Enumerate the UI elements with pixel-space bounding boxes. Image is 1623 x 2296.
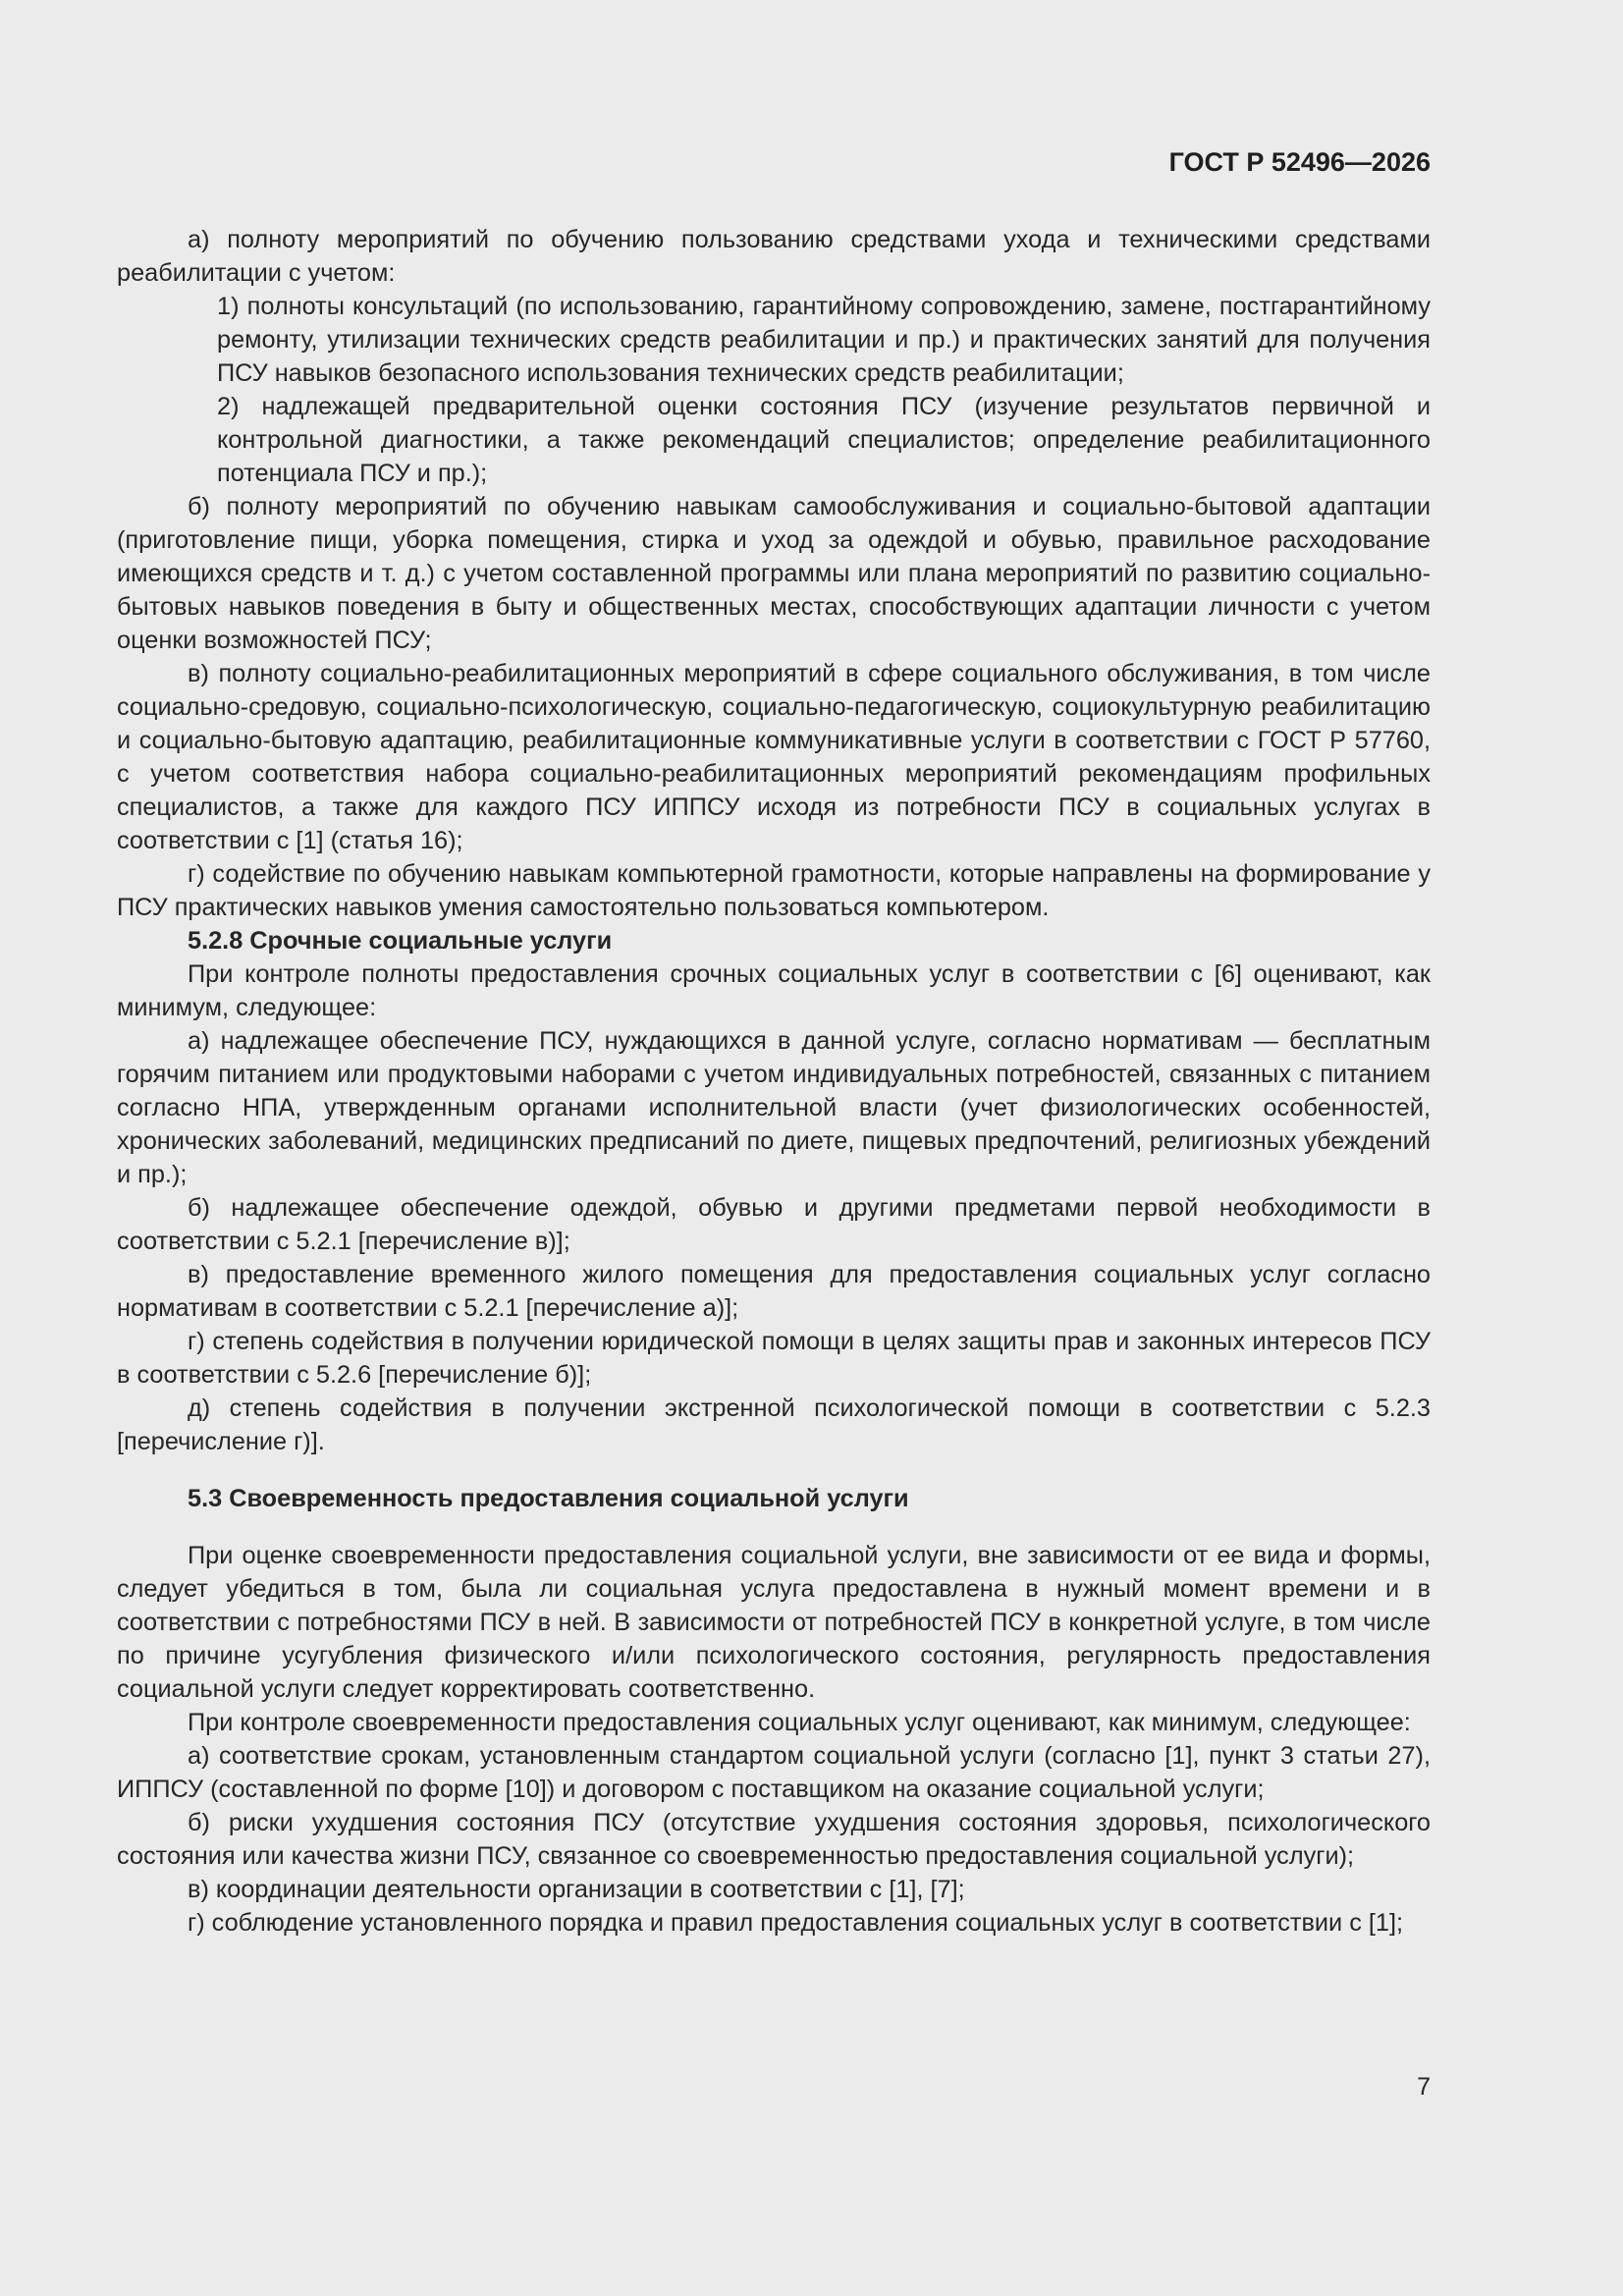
paragraph: При контроле своевременности предоставления социальных услуг оценивают, как минимум, следующее: xyxy=(188,1709,1411,1736)
page-number: 7 xyxy=(1417,2073,1431,2101)
section-heading: 5.2.8 Срочные социальные услуги xyxy=(188,927,613,955)
paragraph: б) риски ухудшения состояния ПСУ (отсутствие ухудшения состояния здоровья, психологического состояния или качества жизни ПСУ, связанное со своевременностью предоставления социальной услуги); xyxy=(117,1809,1431,1870)
paragraph: 1) полноты консультаций (по использованию, гарантийному сопровождению, замене, постгарантийному ремонту, утилизации технических средств реабилитации и пр.) и практических занятий для получения ПСУ навыков безопасного использования технических средств реабилитации; xyxy=(217,293,1431,387)
paragraph: в) координации деятельности организации в соответствии с [1], [7]; xyxy=(188,1876,965,1903)
paragraph: д) степень содействия в получении экстренной психологической помощи в соответствии с 5.2.3 [перечисление г)]. xyxy=(117,1394,1431,1455)
paragraph: б) полноту мероприятий по обучению навыкам самообслуживания и социально-бытовой адаптации (приготовление пищи, уборка помещения, стирка и уход за одеждой и обувью, правильное расходование имеющихся средств и т. д.) с учетом составленной программы или плана мероприятий по развитию социально-бытовых навыков поведения в быту и общественных местах, способствующих адаптации личности с учетом оценки возможностей ПСУ; xyxy=(117,493,1431,654)
paragraph: а) соответствие срокам, установленным стандартом социальной услуги (согласно [1], пункт 3 статьи 27), ИППСУ (составленной по форме [10]) и договором с поставщиком на оказание социальной услуги; xyxy=(117,1742,1431,1803)
paragraph: 2) надлежащей предварительной оценки состояния ПСУ (изучение результатов первичной и контрольной диагностики, а также рекомендаций специалистов; определение реабилитационного потенциала ПСУ и пр.); xyxy=(217,393,1431,487)
paragraph: а) надлежащее обеспечение ПСУ, нуждающихся в данной услуге, согласно нормативам — бесплатным горячим питанием или продуктовыми наборами с учетом индивидуальных потребностей, связанных с питанием согласно НПА, утвержденным органами исполнительной власти (учет физиологических особенностей, хронических заболеваний, медицинских предписаний по диете, пищевых предпочтений, религиозных убеждений и пр.); xyxy=(117,1027,1431,1188)
paragraph: При контроле полноты предоставления срочных социальных услуг в соответствии с [6] оценивают, как минимум, следующее: xyxy=(117,960,1431,1021)
paragraph: г) соблюдение установленного порядка и правил предоставления социальных услуг в соответствии с [1]; xyxy=(188,1909,1404,1937)
document-body xyxy=(117,223,1431,1940)
paragraph: в) полноту социально-реабилитационных мероприятий в сфере социального обслуживания, в том числе социально-средовую, социально-психологическую, социально-педагогическую, социокультурную реабилитацию и социально-бытовую адаптацию, реабилитационные коммуникативные услуги в соответствии с ГОСТ Р 57760, с учетом соответствия набора социально-реабилитационных мероприятий рекомендациям профильных специалистов, а также для каждого ПСУ ИППСУ исходя из потребности ПСУ в социальных услугах в соответствии с [1] (статья 16); xyxy=(117,660,1431,854)
paragraph: б) надлежащее обеспечение одеждой, обувью и другими предметами первой необходимости в соответствии с 5.2.1 [перечисление в)]; xyxy=(117,1194,1431,1255)
document-code-header: ГОСТ Р 52496—2026 xyxy=(1168,147,1431,177)
section-heading: 5.3 Своевременность предоставления социальной услуги xyxy=(188,1485,909,1512)
paragraph: а) полноту мероприятий по обучению пользованию средствами ухода и техническими средствами реабилитации с учетом: xyxy=(117,226,1431,287)
paragraph: г) содействие по обучению навыкам компьютерной грамотности, которые направлены на формирование у ПСУ практических навыков умения самостоятельно пользоваться компьютером. xyxy=(117,860,1431,921)
paragraph: в) предоставление временного жилого помещения для предоставления социальных услуг согласно нормативам в соответствии с 5.2.1 [перечисление а)]; xyxy=(117,1261,1431,1322)
paragraph: При оценке своевременности предоставления социальной услуги, вне зависимости от ее вида и формы, следует убедиться в том, была ли социальная услуга предоставлена в нужный момент времени и в соответствии с потребностями ПСУ в ней. В зависимости от потребностей ПСУ в конкретной услуге, в том числе по причине усугубления физического и/или психологического состояния, регулярность предоставления социальной услуги следует корректировать соответственно. xyxy=(117,1542,1431,1703)
paragraph: г) степень содействия в получении юридической помощи в целях защиты прав и законных интересов ПСУ в соответствии с 5.2.6 [перечисление б)]; xyxy=(117,1328,1431,1389)
